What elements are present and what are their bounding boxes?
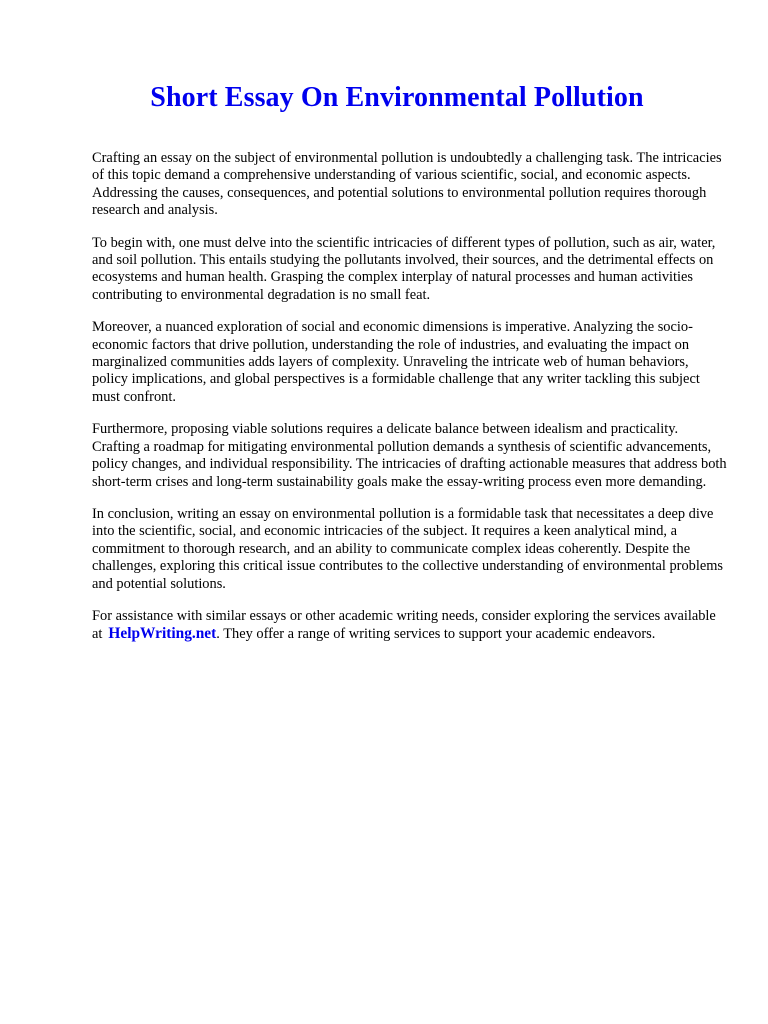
paragraph-intro: Crafting an essay on the subject of environmental pollution is undoubtedly a challenging task. The intricacies of this topic demand a comprehensive understanding of various scientific, social, and economic aspects. Addressing the causes, consequences, and potential solutions to environmental pollution requires thorough research and analysis. [92,150,722,219]
paragraph-solutions: Furthermore, proposing viable solutions requires a delicate balance between idealism and practicality. Crafting a roadmap for mitigating environmental pollution demands a synthesis of scientific advancements, policy changes, and individual responsibility. The intricacies of drafting actionable measures that address both short-term crises and long-term sustainability goals make the essay-writing process even more demanding. [92,421,727,490]
page-title: Short Essay On Environmental Pollution [150,82,644,113]
paragraph-scientific: To begin with, one must delve into the scientific intricacies of different types of pollution, such as air, water, and soil pollution. This entails studying the pollutants involved, their sources, and the detrimental effects on ecosystems and human health. Grasping the complex interplay of natural processes and human activities contributing to environmental degradation is no small feat. [92,234,716,303]
paragraph-closing [92,608,728,644]
closing-text-after-link: . They offer a range of writing services to support your academic endeavors. [216,626,656,643]
helpwriting-link[interactable]: HelpWriting.net [108,625,217,643]
paragraph-conclusion: In conclusion, writing an essay on environmental pollution is a formidable task that necessitates a deep dive into the scientific, social, and economic intricacies of the subject. It requires a keen analytical mind, a commitment to thorough research, and an ability to communicate complex ideas coherently. Despite the challenges, exploring this critical issue contributes to the collective understanding of environmental problems and potential solutions. [92,505,724,592]
closing-text-before-link: For assistance with similar essays or other academic writing needs, consider exploring the services available at [92,607,716,643]
paragraph-social-economic: Moreover, a nuanced exploration of social and economic dimensions is imperative. Analyzing the socio-economic factors that drive pollution, understanding the role of industries, and evaluating the impact on marginalized communities adds layers of complexity. Unraveling the intricate web of human behaviors, policy implications, and global perspectives is a formidable challenge that any writer tackling this subject must confront. [92,319,700,405]
